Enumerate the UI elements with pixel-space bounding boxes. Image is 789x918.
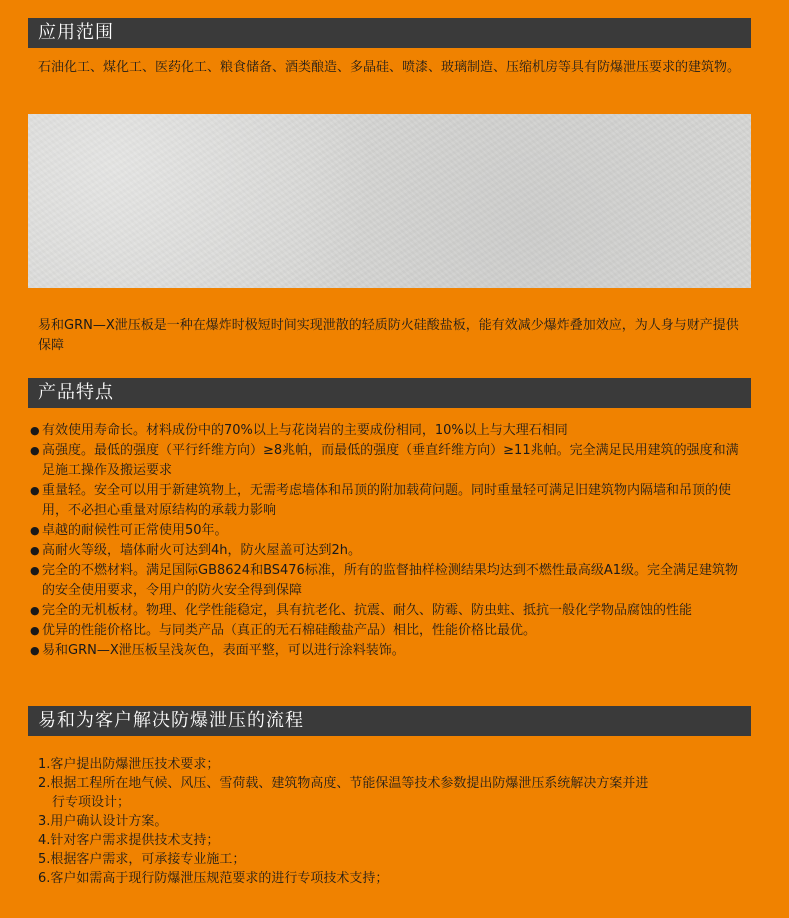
board-sample-image [28, 114, 751, 288]
process-step-text: 3.用户确认设计方案。 [38, 814, 168, 829]
product-description-text: 易和GRN—X泄压板是一种在爆炸时极短时间实现泄散的轻质防火硅酸盐板，能有效减少爆炸叠加效应，为人身与财产提供保障 [38, 318, 739, 353]
feature-text: 易和GRN—X泄压板呈浅灰色，表面平整，可以进行涂料装饰。 [42, 643, 405, 658]
application-scope-text: 石油化工、煤化工、医药化工、粮食储备、酒类酿造、多晶硅、喷漆、玻璃制造、压缩机房等具有防爆泄压要求的建筑物。 [38, 60, 741, 75]
process-step [38, 850, 750, 869]
process-steps-list [38, 755, 750, 888]
feature-item [30, 441, 750, 481]
feature-item [30, 641, 750, 661]
process-step [38, 774, 750, 812]
feature-item [30, 521, 750, 541]
features-list [30, 421, 750, 661]
process-step [38, 831, 750, 850]
section-header-application-scope: 应用范围 [28, 18, 751, 48]
feature-text: 完全的无机板材。物理、化学性能稳定，具有抗老化、抗震、耐久、防霉、防虫蛀、抵抗一般化学物品腐蚀的性能 [42, 603, 693, 618]
section-header-process: 易和为客户解决防爆泄压的流程 [28, 706, 751, 736]
feature-item [30, 561, 750, 601]
process-steps-container [38, 755, 750, 888]
process-step [38, 869, 750, 888]
process-step-text: 4.针对客户需求提供技术支持； [38, 833, 220, 848]
process-step [38, 812, 750, 831]
bullet-icon: ● [30, 524, 40, 537]
feature-text: 高耐火等级，墙体耐火可达到4h，防火屋盖可达到2h。 [42, 543, 362, 558]
features-list-container [30, 421, 750, 661]
feature-item [30, 481, 750, 521]
bullet-icon: ● [30, 604, 40, 617]
feature-item [30, 621, 750, 641]
process-step-text: 1.客户提出防爆泄压技术要求； [38, 757, 220, 772]
feature-text: 优异的性能价格比。与同类产品（真正的无石棉硅酸盐产品）相比，性能价格比最优。 [42, 623, 537, 638]
feature-text: 卓越的耐候性可正常使用50年。 [42, 523, 228, 538]
bullet-icon: ● [30, 444, 40, 457]
process-step-text: 6.客户如需高于现行防爆泄压规范要求的进行专项技术支持； [38, 871, 389, 886]
bullet-icon: ● [30, 544, 40, 557]
feature-text: 重量轻。安全可以用于新建筑物上，无需考虑墙体和吊顶的附加载荷问题。同时重量轻可满足旧建筑物内隔墙和吊顶的使用，不必担心重量对原结构的承载力影响 [42, 483, 732, 518]
process-step-text: 5.根据客户需求，可承接专业施工； [38, 852, 246, 867]
section-header-product-features: 产品特点 [28, 378, 751, 408]
feature-text: 完全的不燃材料。满足国际GB8624和BS476标准，所有的监督抽样检测结果均达到不燃性最高级A1级。完全满足建筑物的安全使用要求，令用户的防火安全得到保障 [42, 563, 738, 598]
bullet-icon: ● [30, 484, 40, 497]
process-step [38, 755, 750, 774]
process-step-text: 2.根据工程所在地气候、风压、雪荷载、建筑物高度、节能保温等技术参数提出防爆泄压系统解决方案并进 [38, 776, 649, 791]
bullet-icon: ● [30, 424, 40, 437]
bullet-icon: ● [30, 624, 40, 637]
feature-item [30, 601, 750, 621]
process-step-continuation: 行专项设计； [52, 795, 131, 810]
feature-text: 高强度。最低的强度（平行纤维方向）≥8兆帕，而最低的强度（垂直纤维方向）≥11兆帕。完全满足民用建筑的强度和满足施工操作及搬运要求 [42, 443, 739, 478]
feature-item [30, 421, 750, 441]
bullet-icon: ● [30, 644, 40, 657]
bullet-icon: ● [30, 564, 40, 577]
feature-text: 有效使用寿命长。材料成份中的70%以上与花岗岩的主要成份相同，10%以上与大理石相同 [42, 423, 568, 438]
feature-item [30, 541, 750, 561]
